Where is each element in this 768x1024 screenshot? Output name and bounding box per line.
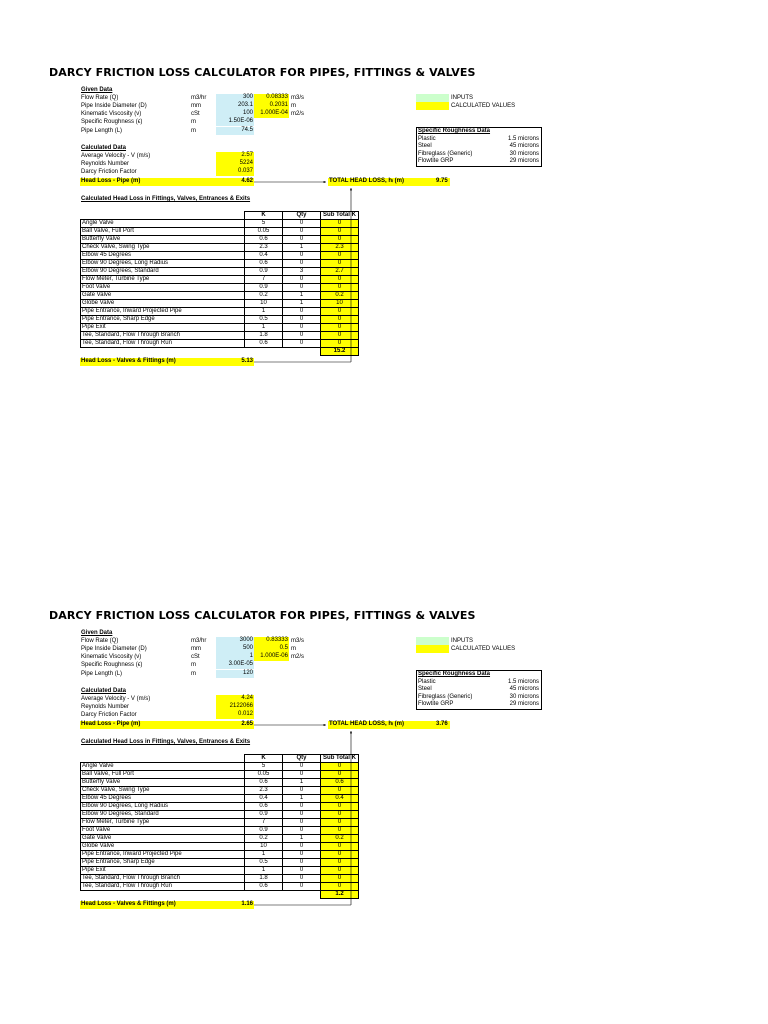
kinematic-viscosity-label: Kinematic Viscosity (ν) [81,654,142,660]
flow-arrows [0,543,768,943]
viscosity-si: 1.000E-04 [254,110,289,118]
fitting-k-value: 0.05 [245,228,283,236]
fitting-name: Elbow 90 Degrees, Long Radius [81,260,245,268]
fitting-qty-input[interactable]: 0 [283,843,321,851]
flow-si-unit: m3/s [291,638,305,644]
fitting-name: Pipe Exit [81,867,245,875]
fitting-k-value: 1 [245,851,283,859]
fitting-subtotal: 2.3 [321,244,359,252]
fitting-subtotal: 0 [321,819,359,827]
roughness-value: 29 microns [509,701,539,707]
fitting-subtotal: 0 [321,763,359,771]
k-total-value: 1.2 [321,891,359,899]
fitting-k-value: 2.3 [245,244,283,252]
fitting-k-value: 0.9 [245,268,283,276]
fitting-k-value: 1 [245,867,283,875]
fitting-qty-input[interactable]: 0 [283,220,321,228]
fitting-qty-input[interactable]: 0 [283,236,321,244]
viscosity-unit: cSt [191,654,200,660]
fitting-k-value: 0.6 [245,803,283,811]
fitting-subtotal: 0 [321,811,359,819]
diameter-si-unit: m [291,646,296,652]
roughness-material: Plastic [418,678,436,685]
viscosity-si: 1.000E-06 [254,653,289,661]
fitting-subtotal: 0 [321,340,359,348]
friction-factor-label: Darcy Friction Factor [81,712,137,718]
roughness-unit: m [191,119,196,125]
fitting-subtotal: 0 [321,803,359,811]
roughness-material: Flowtite GRP [418,158,454,164]
fitting-subtotal: 0 [321,284,359,292]
pipe-length-label: Pipe Length (L) [81,128,123,134]
fitting-qty-input[interactable]: 0 [283,308,321,316]
roughness-value: 45 microns [509,143,539,149]
fitting-subtotal: 0 [321,875,359,883]
fitting-name: Elbow 90 Degrees, Standard [81,268,245,276]
fitting-subtotal: 0.2 [321,292,359,300]
calculator-sheet-1 [0,0,768,364]
col-subtotal-header: Sub Total K [321,755,359,763]
fitting-qty-input[interactable]: 0 [283,284,321,292]
calculated-data-heading: Calculated Data [81,688,127,694]
pipe-diameter-input[interactable]: 203.1 [216,102,254,110]
fitting-k-value: 0.5 [245,316,283,324]
fitting-k-value: 0.6 [245,260,283,268]
velocity-value: 4.24 [216,695,254,703]
fitting-name: Elbow 45 Degrees [81,795,245,803]
col-subtotal-header: Sub Total K [321,212,359,220]
fitting-subtotal: 0 [321,827,359,835]
fitting-name: Angle Valve [81,220,245,228]
diameter-unit: mm [191,646,201,652]
fitting-k-value: 0.9 [245,827,283,835]
fitting-qty-input[interactable]: 0 [283,332,321,340]
diameter-si: 0.5 [254,645,289,653]
fitting-name: Pipe Entrance, Inward Projected Pipe [81,851,245,859]
pipe-diameter-label: Pipe Inside Diameter (D) [81,103,147,109]
head-loss-fittings-label: Head Loss - Valves & Fittings (m) [80,901,217,909]
roughness-unit: m [191,662,196,668]
fitting-name: Ball Valve, Full Port [81,228,245,236]
fitting-qty-input[interactable]: 0 [283,252,321,260]
calculator-sheet-2 [0,543,768,907]
roughness-value: 30 microns [509,150,539,157]
fitting-name: Elbow 45 Degrees [81,252,245,260]
fittings-heading: Calculated Head Loss in Fittings, Valves, Entrances & Exits [81,739,251,745]
fitting-k-value: 5 [245,763,283,771]
fitting-qty-input[interactable]: 0 [283,763,321,771]
fitting-k-value: 1 [245,308,283,316]
fitting-qty-input[interactable]: 0 [283,276,321,284]
fitting-qty-input[interactable]: 1 [283,779,321,787]
fitting-name: Foot Valve [81,827,245,835]
roughness-material: Flowtite GRP [418,701,454,707]
viscosity-input[interactable]: 100 [216,110,254,118]
fitting-k-value: 0.2 [245,292,283,300]
fitting-name: Butterfly Valve [81,236,245,244]
reynolds-label: Reynolds Number [81,704,130,710]
fitting-qty-input[interactable]: 1 [283,244,321,252]
fitting-subtotal: 10 [321,300,359,308]
flow-rate-label: Flow Rate (Q) [81,95,119,101]
total-head-loss-value: 3.76 [436,721,448,727]
reynolds-value: 5224 [216,160,254,168]
roughness-value: 1.5 microns [507,135,539,142]
fitting-name: Pipe Exit [81,324,245,332]
fitting-name: Check Valve, Swing Type [81,244,245,252]
flow-rate-input[interactable]: 3000 [216,637,254,645]
fitting-name: Pipe Entrance, Inward Projected Pipe [81,308,245,316]
fitting-k-value: 2.3 [245,787,283,795]
head-loss-pipe-label: Head Loss - Pipe (m) [80,721,217,729]
fitting-name: Tee, Standard, Flow Through Run [81,340,245,348]
fitting-name: Tee, Standard, Flow Through Branch [81,332,245,340]
flow-rate-si: 0.83333 [254,637,289,645]
velocity-value: 2.57 [216,152,254,160]
fitting-qty-input[interactable]: 0 [283,260,321,268]
fitting-subtotal: 0 [321,220,359,228]
viscosity-si-unit: m2/s [291,654,305,660]
fitting-subtotal: 0.4 [321,795,359,803]
fitting-k-value: 5 [245,220,283,228]
reynolds-label: Reynolds Number [81,161,130,167]
friction-factor-value: 0.037 [216,168,254,176]
sheet-title: DARCY FRICTION LOSS CALCULATOR FOR PIPES, FITTINGS & VALVES [49,66,476,79]
fitting-qty-input[interactable]: 0 [283,340,321,348]
fitting-qty-input[interactable]: 0 [283,803,321,811]
fitting-k-value: 0.9 [245,811,283,819]
specific-roughness-label: Specific Roughness (ϵ) [81,662,143,668]
pipe-diameter-label: Pipe Inside Diameter (D) [81,646,147,652]
pipe-diameter-input[interactable]: 500 [216,645,254,653]
fitting-name: Elbow 90 Degrees, Long Radius [81,803,245,811]
fitting-k-value: 0.9 [245,284,283,292]
head-loss-fittings-label: Head Loss - Valves & Fittings (m) [80,358,217,366]
total-head-loss-label: TOTAL HEAD LOSS, hₗ (m) [328,178,450,186]
total-head-loss-label: TOTAL HEAD LOSS, hₗ (m) [328,721,450,729]
fitting-subtotal: 0 [321,332,359,340]
head-loss-fittings-value: 1.16 [216,901,254,909]
fitting-name: Globe Valve [81,300,245,308]
roughness-title: Specific Roughness Data [418,671,491,677]
fitting-subtotal: 0 [321,851,359,859]
viscosity-unit: cSt [191,111,200,117]
flow-unit: m3/hr [191,638,207,644]
fitting-k-value: 0.6 [245,883,283,891]
flow-rate-si: 0.08333 [254,94,289,102]
fitting-name: Ball Valve, Full Port [81,771,245,779]
roughness-value: 45 microns [509,686,539,692]
fitting-qty-input[interactable]: 0 [283,819,321,827]
fitting-subtotal: 0 [321,260,359,268]
fitting-qty-input[interactable]: 0 [283,859,321,867]
roughness-title: Specific Roughness Data [418,128,491,134]
fitting-k-value: 0.05 [245,771,283,779]
fitting-subtotal: 0 [321,843,359,851]
fitting-k-value: 0.6 [245,779,283,787]
flow-unit: m3/hr [191,95,207,101]
fitting-qty-input[interactable]: 0 [283,827,321,835]
fitting-subtotal: 0 [321,236,359,244]
fitting-subtotal: 0 [321,883,359,891]
viscosity-si-unit: m2/s [291,111,305,117]
fitting-subtotal: 0 [321,308,359,316]
legend-inputs-label: INPUTS [451,95,474,101]
roughness-material: Steel [418,143,432,149]
fitting-k-value: 0.6 [245,340,283,348]
length-unit: m [191,671,196,677]
legend-calculated-label: CALCULATED VALUES [451,646,516,652]
friction-factor-value: 0.012 [216,711,254,719]
fitting-name: Flow Meter, Turbine Type [81,276,245,284]
flow-rate-input[interactable]: 300 [216,94,254,102]
fitting-k-value: 0.4 [245,252,283,260]
roughness-input[interactable]: 1.50E-06 [216,118,254,126]
fitting-k-value: 0.5 [245,859,283,867]
col-qty-header: Qty [283,212,321,220]
fitting-subtotal: 0 [321,316,359,324]
flow-arrows [0,0,768,400]
fitting-qty-input[interactable]: 1 [283,835,321,843]
fitting-qty-input[interactable]: 0 [283,228,321,236]
length-unit: m [191,128,196,134]
roughness-value: 1.5 microns [507,678,539,685]
fitting-subtotal: 0 [321,787,359,795]
fitting-name: Foot Valve [81,284,245,292]
sheet-title: DARCY FRICTION LOSS CALCULATOR FOR PIPES, FITTINGS & VALVES [49,609,476,622]
fitting-qty-input[interactable]: 0 [283,883,321,891]
fitting-k-value: 0.4 [245,795,283,803]
legend-inputs-label: INPUTS [451,638,474,644]
velocity-label: Average Velocity - V (m/s) [81,696,151,702]
fitting-qty-input[interactable]: 1 [283,292,321,300]
fitting-subtotal: 2.7 [321,268,359,276]
roughness-material: Fibreglass (Generic) [418,150,473,157]
fitting-name: Tee, Standard, Flow Through Branch [81,875,245,883]
roughness-value: 29 microns [509,158,539,164]
flow-si-unit: m3/s [291,95,305,101]
reynolds-value: 2122066 [216,703,254,711]
fitting-subtotal: 0 [321,867,359,875]
col-k-header: K [245,755,283,763]
fitting-qty-input[interactable]: 0 [283,867,321,875]
viscosity-input[interactable]: 1 [216,653,254,661]
fitting-subtotal: 0 [321,252,359,260]
fitting-qty-input[interactable]: 1 [283,795,321,803]
total-head-loss-value: 9.75 [436,178,448,184]
velocity-label: Average Velocity - V (m/s) [81,153,151,159]
fitting-name: Gate Valve [81,292,245,300]
fitting-k-value: 7 [245,819,283,827]
fitting-k-value: 7 [245,276,283,284]
friction-factor-label: Darcy Friction Factor [81,169,137,175]
fitting-subtotal: 0 [321,859,359,867]
fitting-k-value: 0.2 [245,835,283,843]
head-loss-pipe-value: 2.65 [216,721,254,729]
roughness-material: Fibreglass (Generic) [418,693,473,700]
fitting-k-value: 0.6 [245,236,283,244]
fitting-qty-input[interactable]: 0 [283,811,321,819]
fitting-name: Elbow 90 Degrees, Standard [81,811,245,819]
diameter-unit: mm [191,103,201,109]
fitting-qty-input[interactable]: 0 [283,851,321,859]
fitting-name: Butterfly Valve [81,779,245,787]
diameter-si: 0.2031 [254,102,289,110]
fitting-qty-input[interactable]: 1 [283,300,321,308]
fitting-qty-input[interactable]: 0 [283,324,321,332]
fitting-name: Angle Valve [81,763,245,771]
fitting-k-value: 10 [245,843,283,851]
fitting-name: Tee, Standard, Flow Through Run [81,883,245,891]
fitting-subtotal: 0 [321,771,359,779]
fitting-k-value: 1.8 [245,875,283,883]
fitting-name: Pipe Entrance, Sharp Edge [81,316,245,324]
fitting-name: Pipe Entrance, Sharp Edge [81,859,245,867]
head-loss-fittings-value: 5.13 [216,358,254,366]
col-k-header: K [245,212,283,220]
legend-calculated-label: CALCULATED VALUES [451,103,516,109]
pipe-length-label: Pipe Length (L) [81,671,123,677]
pipe-length-input[interactable]: 120 [216,670,254,678]
fitting-k-value: 10 [245,300,283,308]
fitting-qty-input[interactable]: 0 [283,787,321,795]
head-loss-pipe-label: Head Loss - Pipe (m) [80,178,217,186]
given-data-heading: Given Data [81,630,113,636]
pipe-length-input[interactable]: 74.5 [216,127,254,135]
fitting-name: Globe Valve [81,843,245,851]
fitting-subtotal: 0 [321,276,359,284]
fitting-subtotal: 0 [321,324,359,332]
fitting-name: Flow Meter, Turbine Type [81,819,245,827]
diameter-si-unit: m [291,103,296,109]
k-total-value: 15.2 [321,348,359,356]
fitting-qty-input[interactable]: 3 [283,268,321,276]
roughness-material: Plastic [418,135,436,142]
calculated-data-heading: Calculated Data [81,145,127,151]
fitting-qty-input[interactable]: 0 [283,316,321,324]
fitting-k-value: 1 [245,324,283,332]
given-data-heading: Given Data [81,87,113,93]
fitting-qty-input[interactable]: 0 [283,771,321,779]
col-qty-header: Qty [283,755,321,763]
fitting-qty-input[interactable]: 0 [283,875,321,883]
head-loss-pipe-value: 4.62 [216,178,254,186]
fitting-subtotal: 0.6 [321,779,359,787]
fitting-name: Check Valve, Swing Type [81,787,245,795]
roughness-input[interactable]: 3.00E-05 [216,661,254,669]
fitting-k-value: 1.8 [245,332,283,340]
roughness-value: 30 microns [509,693,539,700]
specific-roughness-label: Specific Roughness (ϵ) [81,119,143,125]
fitting-subtotal: 0 [321,228,359,236]
kinematic-viscosity-label: Kinematic Viscosity (ν) [81,111,142,117]
roughness-material: Steel [418,686,432,692]
fittings-heading: Calculated Head Loss in Fittings, Valves, Entrances & Exits [81,196,251,202]
fitting-subtotal: 0.2 [321,835,359,843]
fitting-name: Gate Valve [81,835,245,843]
flow-rate-label: Flow Rate (Q) [81,638,119,644]
